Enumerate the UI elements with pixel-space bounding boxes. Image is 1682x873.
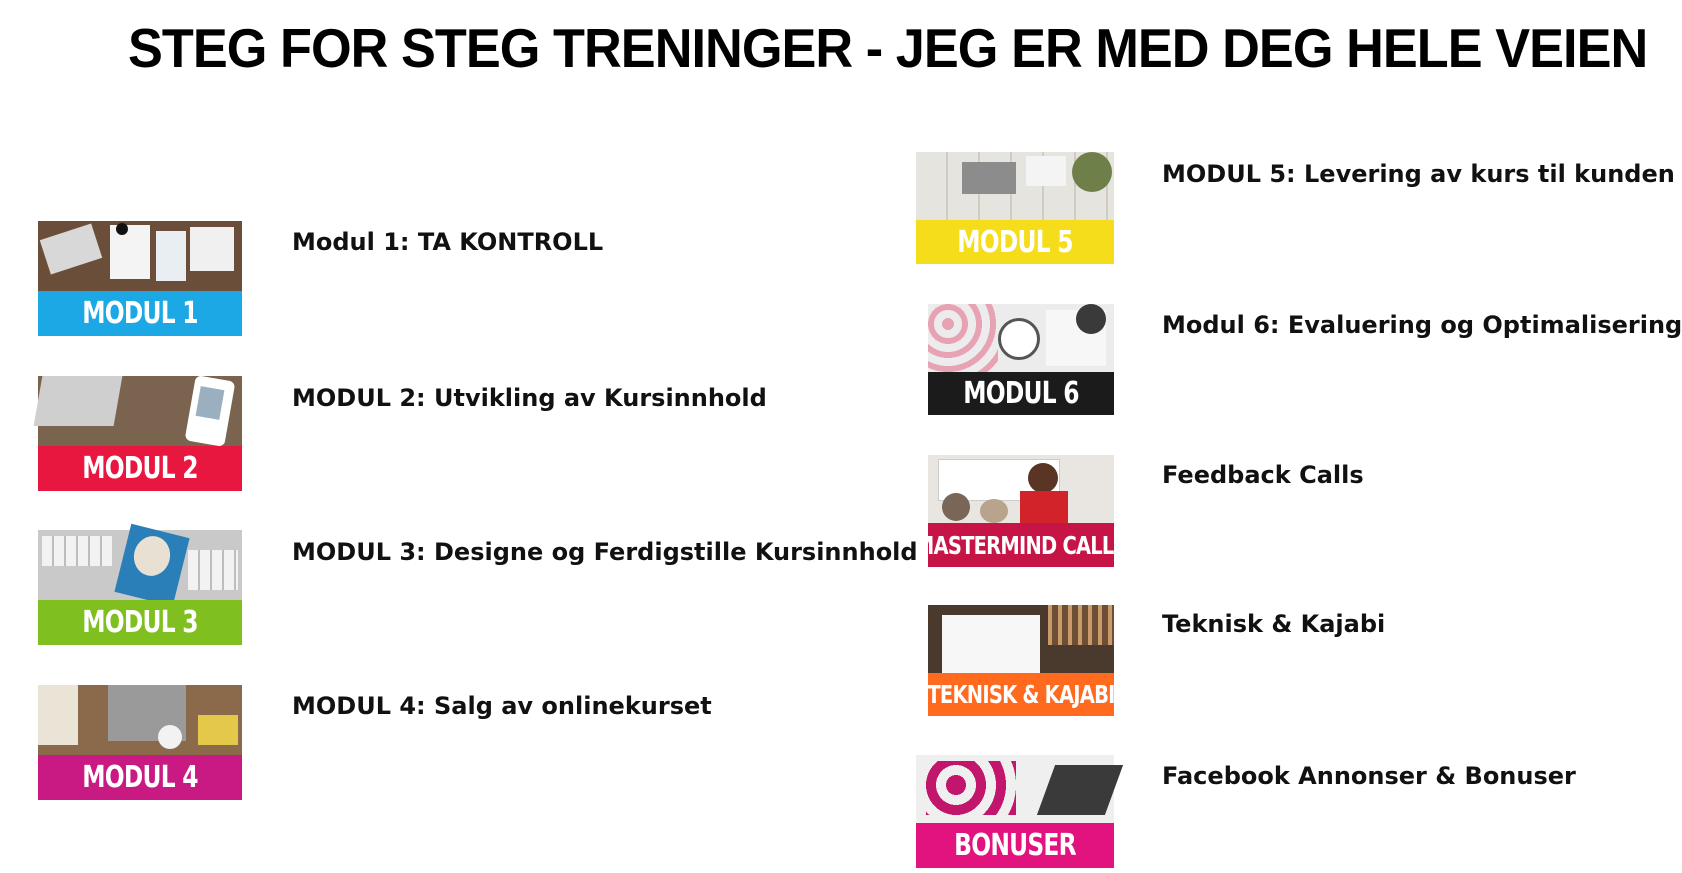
teknisk-kajabi-title[interactable]: Teknisk & Kajabi	[1162, 610, 1386, 638]
mastermind-calls-banner: MASTERMIND CALLS	[928, 523, 1114, 567]
bonuser-thumbnail[interactable]	[916, 755, 1114, 868]
modul-5-banner: MODUL 5	[916, 220, 1114, 264]
modul-2-banner: MODUL 2	[38, 446, 242, 491]
modul-4-title[interactable]: MODUL 4: Salg av onlinekurset	[292, 692, 712, 720]
modul-1-title[interactable]: Modul 1: TA KONTROLL	[292, 228, 604, 256]
modul-5-thumbnail[interactable]	[916, 152, 1114, 264]
modul-2-title[interactable]: MODUL 2: Utvikling av Kursinnhold	[292, 384, 767, 412]
modul-2-thumbnail[interactable]	[38, 376, 242, 491]
modul-5-title[interactable]: MODUL 5: Levering av kurs til kunden	[1162, 160, 1675, 188]
feedback-calls-title[interactable]: Feedback Calls	[1162, 461, 1364, 489]
bonuser-banner: BONUSER	[916, 823, 1114, 868]
modul-1-banner: MODUL 1	[38, 291, 242, 336]
modul-4-thumbnail[interactable]	[38, 685, 242, 800]
modul-6-title[interactable]: Modul 6: Evaluering og Optimalisering	[1162, 311, 1682, 339]
modul-3-banner: MODUL 3	[38, 600, 242, 645]
modul-1-thumbnail[interactable]	[38, 221, 242, 336]
modul-3-thumbnail[interactable]	[38, 530, 242, 645]
modul-3-title[interactable]: MODUL 3: Designe og Ferdigstille Kursinnhold	[292, 538, 918, 566]
mastermind-calls-thumbnail[interactable]	[915, 455, 1127, 567]
modul-6-banner: MODUL 6	[928, 372, 1114, 415]
modul-4-banner: MODUL 4	[38, 755, 242, 800]
modul-6-thumbnail[interactable]	[928, 304, 1114, 415]
page-title: STEG FOR STEG TRENINGER - JEG ER MED DEG HELE VEIEN	[128, 17, 1648, 79]
facebook-annonser-title[interactable]: Facebook Annonser & Bonuser	[1162, 762, 1576, 790]
teknisk-kajabi-thumbnail[interactable]	[928, 605, 1114, 716]
teknisk-kajabi-banner: TEKNISK & KAJABI	[928, 673, 1114, 716]
